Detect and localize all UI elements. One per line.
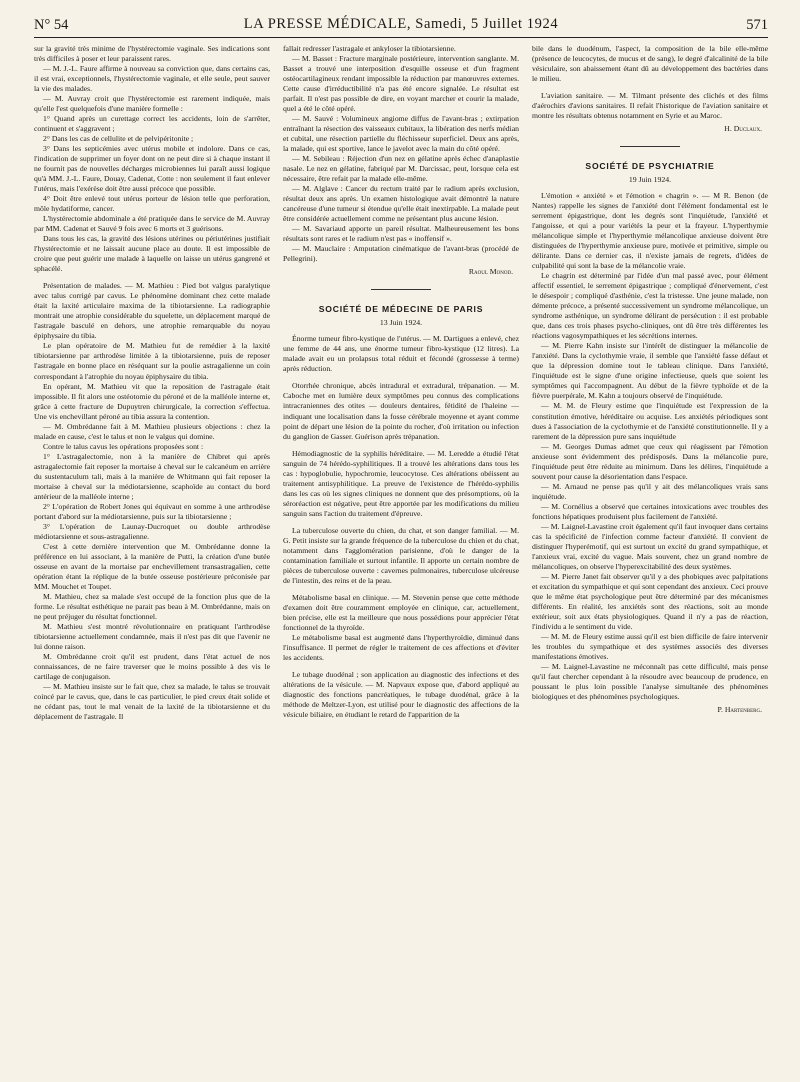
paragraph: — M. M. de Fleury estime aussi qu'il est bien difficile de faire intervenir les troubles du sympathique et des systèmes associés des diverses manifestations émotives. [532, 631, 768, 661]
session-date: 19 Juin 1924. [628, 175, 672, 185]
paragraph: Le plan opératoire de M. Mathieu fut de remédier à la laxité tibiotarsienne par arthrodèse limitée à la tibiotarsienne, puis de reposer l'astragale en bonne place en réséquant sur la poulie astragalienne un coin correspondant à l'atrophie du noyau épiphysaire du tibia. [34, 341, 270, 381]
paragraph: — M. Auvray croit que l'hystérectomie est rarement indiquée, mais qu'elle l'est quelquefois d'une manière formelle : [34, 94, 270, 114]
paragraph: La tuberculose ouverte du chien, du chat, et son danger familial. — M. G. Petit insiste sur la grande fréquence de la tuberculose du chien et du chat, notamment dans l'agglomération parisienne, d'où le danger de la contamination familiale et surtout infantile. Il apporte un certain nombre de pièces de tuberculose ouverte : cavernes pulmonaires, tuberculose ulcéreuse de l'intestin, des reins et de la peau. [283, 525, 519, 585]
page-number: 571 [746, 17, 768, 33]
section-title: SOCIÉTÉ DE PSYCHIATRIE [585, 161, 715, 172]
list-item: 2° L'opération de Robert Jones qui équivaut en somme à une arthrodèse portant d'abord sur la médiotarsienne, puis sur la tibiotarsienne ; [34, 501, 270, 521]
list-item: 4° Doit être enlevé tout utérus porteur de lésion telle que perforation, môle hydatiforme, cancer. [34, 194, 270, 214]
paragraph: — M. Sauvé : Volumineux angiome diffus de l'avant-bras ; extirpation entraînant la résection des vaisseaux cubitaux, la libération des nerfs médian et cubital, une résection partielle du fléchisseur superficiel. Deux ans après, la malade, qui est sportive, lance le javelot avec la main du côté opéré. [283, 114, 519, 154]
paragraph: Métabolisme basal en clinique. — M. Stevenin pense que cette méthode d'examen doit être couramment employée en clinique, car, actuellement, bien précise, elle est la meilleure que nous possédions pour apprécier l'état fonctionnel de la thyroïde. [283, 592, 519, 632]
page-header [34, 15, 768, 38]
paragraph: — M. J.-L. Faure affirme à nouveau sa conviction que, dans certains cas, il est vrai, exceptionnels, l'hystérectomie vaginale, et elle seule, peut sauver la vie des malades. [34, 64, 270, 94]
issue-number: N° 54 [34, 17, 69, 33]
author-signature: P. Hartenberg. [717, 704, 762, 714]
paragraph: — M. Mauclaire : Amputation cinématique de l'avant-bras (procédé de Pellegrini). [283, 244, 519, 264]
session-date: 13 Juin 1924. [379, 318, 423, 328]
paragraph: — M. Cornélius a observé que certaines intoxications avec troubles des fonctions hépatiques produisent plus facilement de l'anxiété. [532, 501, 768, 521]
paragraph: fallait redresser l'astragale et ankyloser la tibiotarsienne. [283, 44, 456, 53]
journal-title: LA PRESSE MÉDICALE, Samedi, 5 Juillet 1924 [243, 16, 559, 32]
paragraph: — M. Laignel-Lavastine ne méconnaît pas cette difficulté, mais pense qu'il faut chercher cependant à la résoudre avec beaucoup de prudence, en poussant le plus loin possible l'analyse simultanée des phénomènes biologiques et des phénomènes psychologiques. [532, 661, 768, 701]
paragraph: — M. Georges Dumas admet que ceux qui réagissent par l'émotion anxieuse sont évidemment des prédisposés. Dans la mélancolie pure, l'inquiétude peut être réduite au minimum. Dans les délires, l'inquiétude a souvent pour cause la désorientation dans l'espace. [532, 441, 768, 481]
paragraph: M. Mathieu, chez sa malade s'est occupé de la fonction plus que de la forme. Le résultat esthétique ne parait pas beau à M. Ombrédanne, mais on ne peut préjuger du résultat fonctionnel. [34, 591, 270, 621]
paragraph: Énorme tumeur fibro-kystique de l'utérus. — M. Dartigues a enlevé, chez une femme de 44 ans, une énorme tumeur fibro-kystique (12 litres). La malade avait eu un prolapsus total réduit et fécondé (grossesse à terme) après réduction. [283, 334, 519, 374]
column-1 [34, 44, 270, 1076]
list-item: 3° L'opération de Launay-Ducroquet ou double arthrodèse médiotarsienne et sous-astragalienne. [34, 521, 270, 541]
author-signature: Raoul Monod. [468, 267, 513, 277]
paragraph: L'hystérectomie abdominale a été pratiquée dans le service de M. Auvray par MM. Cadenat et Sauvé 9 fois avec 6 morts et 3 guérisons. [34, 214, 270, 234]
paragraph: — M. Arnaud ne pense pas qu'il y ait des mélancoliques vrais sans inquiétude. [532, 481, 768, 501]
paragraph: — M. Pierre Kahn insiste sur l'intérêt de distinguer la mélancolie de l'anxiété. Dans la cyclothymie vraie, il semble que l'anxiété fasse défaut et que la dépression domine tout le tableau clinique. Dans l'anxiété, l'inquiétude est le signe d'une origine infectieuse, quels que soient les symptômes qui l'accompagnent. Au début de la fièvre typhoïde et de la fièvre puerpérale, M. Kahn a toujours observé de l'inquiétude. [532, 341, 768, 401]
paragraph: Le métabolisme basal est augmenté dans l'hyperthyroïdie, diminué dans l'insuffisance. Il permet de régler le traitement de ces affections et d'éviter les accidents. [283, 632, 519, 662]
paragraph: — M. Pierre Janet fait observer qu'il y a des phobiques avec palpitations et excitation du sympathique et qui sont cependant des anxieux. Ceci prouve que le même état psychologique peut être déterminé par des mécanismes différents. En réalité, les anxiétés sont des réactions, soit au monde extérieur, soit aux états physiologiques. Quand il n'y a pas de réaction, l'individu a le sentiment du vide. [532, 571, 768, 631]
paragraph: bile dans le duodénum, l'aspect, la composition de la bile elle-même (présence de leucocytes, de mucus et de sang), le degré d'alcalinité de la bile vésiculaire, son abaissement étant dû au développement des bactéries dans le milieu. [532, 44, 768, 84]
paragraph: L'émotion « anxiété » et l'émotion « chagrin ». — M R. Benon (de Nantes) rappelle les signes de l'anxiété dont l'élément fondamental est le serrement épigastrique, dont les degrés sont l'inquiétude, l'anxiété et l'angoisse, et qui a pour variétés la peur et la frayeur. L'hyperthymie mélancolique simple et l'hyperthymie mélancolique anxieuse doivent être distinguées de l'hyperthymie anxieuse pure, motivée et primitive, simple ou délirante. Dans ce dernier cas, il n'existe jamais de regrets, d'idées de culpabilité qui sont la base de la mélancolie vraie. [532, 191, 768, 271]
section-divider [371, 289, 431, 290]
paragraph: Le chagrin est déterminé par l'idée d'un mal passé avec, pour élément affectif essentiel, le serrement épigastrique ; compliqué d'énervement, c'est le désespoir ; compliqué d'asthénie, c'est la tristesse. Une jeune malade, non démente précoce, a présenté successivement un syndrome mélancolique, un syndrome asthénique, un syndrome délirant de persécution : il est probable que, dans ces trois phases psycho-cliniques, ont dû être très différentes les réactions vagosympathiques et les sécrétions internes. [532, 271, 768, 341]
paragraph: Contre le talus cavus les opérations proposées sont : [43, 441, 204, 451]
column-3 [532, 44, 768, 1076]
column-2 [283, 44, 519, 1076]
list-item: 3° Dans les septicémies avec utérus mobile et indolore. Dans ce cas, l'indication de supprimer un foyer dont on ne peut dire si à chaque instant il ne fournit pas de nouvelles décharges microbiennes lui paraît aussi logique qu'à MM. J.-L. Faure, Douay, Cadenat, Cotte : non seulement il faut enlever l'utérus, mais l'exérèse doit être aussi précoce que possible. [34, 144, 270, 194]
paragraph: — M. Alglave : Cancer du rectum traité par le radium après exclusion, résultat deux ans après. Un examen histologique avait démontré la nature cancéreuse d'une tumeur si étendue qu'elle était inextirpable. La malade peut être considérée actuellement comme ne présentant plus aucune lésion. [283, 184, 519, 224]
section-heading-paragraph: Présentation de malades. — M. Mathieu : Pied bot valgus paralytique avec talus corrigé par cavus. Le phénomène dominant chez cette malade était la laxité articulaire maxima de la tibiotarsienne. La radiographie montrait une atrophie considérable du squelette, un déplacement marqué de l'astragale basculé en dehors, une atrophie remarquable du noyau épiphysaire du tibia. [34, 281, 270, 341]
section-divider [620, 146, 680, 147]
paragraph: — M. Ombrédanne fait à M. Mathieu plusieurs objections : chez la malade en cause, c'est le talus et non le valgus qui domine. [34, 421, 270, 441]
paragraph: L'aviation sanitaire. — M. Tilmant présente des clichés et des films d'aérochirs d'avions sanitaires. Il refait l'historique de l'aviation sanitaire et montre les résultats obtenus notamment en Syrie et au Maroc. [532, 91, 768, 121]
list-item: 2° Dans les cas de cellulite et de pelvipéritonite ; [43, 134, 194, 144]
paragraph: — M. Laignel-Lavastine croit également qu'il faut invoquer dans certains cas la spécificité de l'infection comme facteur d'anxiété. Il convient de distinguer l'hyperémotif, qui est surtout un excité du grand sympathique, et l'anxieux vrai, excité du vague. Mais souvent, chez un grand nombre de mélancoliques, on observe l'hyperexcitabilité des deux systèmes. [532, 521, 768, 571]
paragraph: Hémodiagnostic de la syphilis héréditaire. — M. Leredde a étudié l'état sanguin de 74 hérédo-syphilitiques. Il a trouvé les altérations dans tous les cas : hypoglobulie, hypochromie, leucocytose. Ces altérations obéissent au traitement antisyphilitique. La preuve de l'existence de l'hérédo-syphilis dans les cas où les signes cliniques ne donnent que des présomptions, où la séroréaction est négative, peut être apportée par les modifications du milieu sanguin sans l'action du traitement d'épreuve. [283, 448, 519, 518]
paragraph: C'est à cette dernière intervention que M. Ombrédanne donne la préférence en lui associant, à la manière de Putti, la création d'une butée osseuse en avant de la mortaise par enchevillement transastragalien, cette opération étant la réplique de la butée osseuse postérieure préconisée par MM. Mouchet et Toupet. [34, 541, 270, 591]
list-item: 1° L'astragalectomie, non à la manière de Chibret qui après astragalectomie fait reposer la mortaise à cheval sur le calcanéum en arrière du sustentaculum tali, mais à la manière de Whitmann qui fait reposer la mortaise à cheval sur la médiotarsienne, scaphoïde au contact du bord antérieur de la malléole interne ; [34, 451, 270, 501]
paragraph: — M. Mathieu insiste sur le fait que, chez sa malade, le talus se trouvait coincé par le cavus, que, dans le cas particulier, le pied creux était solide et ne cédant pas, tout le mal venait de la laxité de la tibiotarsienne et du déplacement de l'astragale. Il [34, 681, 270, 722]
paragraph: Le tubage duodénal ; son application au diagnostic des infections et des altérations de la vésicule. — M. Napvaux expose que, d'abord appliqué au diagnostic des fonctions pancréatiques, le tubage duodénal, grâce à la méthode de Meltzer-Lyon, est utilisé pour le diagnostic des affections de la vésicule biliaire, en étudiant le retard de l'apparition de la [283, 669, 519, 719]
paragraph: sur la gravité très minime de l'hystérectomie vaginale. Ses indications sont très difficiles à poser et leur paraissent rares. [34, 44, 270, 64]
paragraph: — M. Sebileau : Réjection d'un nez en gélatine après échec d'anaplastie nasale. Le nez en gélatine, fabriqué par M. Darcissac, peut, lorsque cela est nécessaire, être refait par la malade elle-même. [283, 154, 519, 184]
paragraph: En opérant, M. Mathieu vit que la reposition de l'astragale était impossible. Il fit alors une ostéotomie du péroné et de la malléole interne et, grâce à cette fracture de Dupuytren chirurgicale, la correction s'effectua. Une vis enchevillant péroné au tibia assura la contention. [34, 381, 270, 421]
list-item: 1° Quand après un curettage correct les accidents, loin de s'arrêter, continuent et s'aggravent ; [34, 114, 270, 134]
author-signature: H. Duclaux. [724, 124, 762, 134]
paragraph: — M. Savariaud apporte un pareil résultat. Malheureusement les bons résultats sont rares et le radium n'est pas « inoffensif ». [283, 224, 519, 244]
paragraph: M. Mathieu s'est montré révolutionnaire en pratiquant l'arthrodèse tibiotarsienne actuellement condamnée, mais il n'est pas dit que l'avenir ne lui donne raison. [34, 621, 270, 651]
paragraph: Otorrhée chronique, abcès intradural et extradural, trépanation. — M. Caboche met en lumière deux symptômes peu connus des complications intracraniennes des otites — douleurs dentaires, fétidité de l'haleine — indiquant une localisation dans la fosse cérébrale moyenne et ayant comme point de départ une lésion de la pointe du rocher, d'où irritation ou infection du ganglion de Gasser. Guérison après trépanation. [283, 381, 519, 441]
section-title: SOCIÉTÉ DE MÉDECINE DE PARIS [318, 304, 484, 315]
paragraph: — M. M. de Fleury estime que l'inquiétude est l'expression de la constitution émotive, héréditaire ou acquise. Les anxiétés périodiques sont dues à l'association de la cyclothymie et de l'anxiété constitutionnelle. Il y a rarement de la dépression pure sans inquiétude [532, 401, 768, 441]
paragraph: Dans tous les cas, la gravité des lésions utérines ou périutérines justifiait l'hystérectomie et ne laissait aucune place au doute. Il est impossible de croire que peut guérir une malade à laquelle on laisse un utérus gangrené et sphacélé. [34, 234, 270, 274]
paragraph: — M. Basset : Fracture marginale postérieure, intervention sanglante. M. Basset a trouvé une interposition d'esquille osseuse et d'un fragment ostéocartilagineux rendant impossible la réduction par manœuvres externes. Cette cause d'irréductibilité n'a pas été encore signalée. Le résultat est parfait. Il n'est pas possible de dire, en voyant marcher et courir la malade, quel a été le côté opéré. [283, 54, 519, 114]
paragraph: M. Ombrédanne croit qu'il est prudent, dans l'état actuel de nos connaissances, de ne faire traverser que le moins possible à des vis le cartilage de conjugaison. [34, 651, 270, 681]
